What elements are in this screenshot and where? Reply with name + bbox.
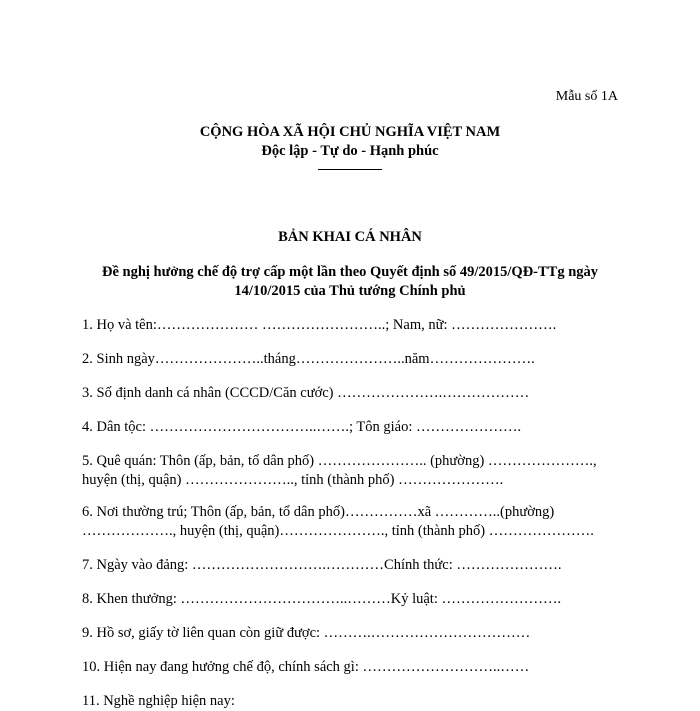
field-awards-discipline: 8. Khen thưởng: ……………………………..………Kỷ luật: ……………………. bbox=[82, 591, 562, 607]
field-documents-kept: 9. Hồ sơ, giấy tờ liên quan còn giữ được: ……….…………………………… bbox=[82, 625, 531, 641]
national-motto: Độc lập - Tự do - Hạnh phúc bbox=[261, 143, 439, 159]
field-full-name: 1. Họ và tên:………………… ……………………..; Nam, nữ: …………………. bbox=[82, 317, 557, 333]
document-title: BẢN KHAI CÁ NHÂN bbox=[278, 229, 422, 245]
field-residence-line-1: 6. Nơi thường trú; Thôn (ấp, bản, tổ dân phố)……………xã …………..(phường) bbox=[82, 504, 555, 520]
form-code: Mẫu số 1A bbox=[555, 89, 618, 104]
subtitle-line-1: Đề nghị hưởng chế độ trợ cấp một lần theo Quyết định số 49/2015/QĐ-TTg ngày bbox=[101, 264, 599, 280]
national-title: CỘNG HÒA XÃ HỘI CHỦ NGHĨA VIỆT NAM bbox=[199, 124, 501, 140]
field-residence-line-2: ………………., huyện (thị, quận)…………………., tỉnh (thành phố) …………………. bbox=[82, 523, 594, 539]
field-ethnicity-religion: 4. Dân tộc: ……………………………..…….; Tôn giáo: …………………. bbox=[82, 419, 522, 435]
document-subtitle bbox=[70, 263, 630, 301]
header-divider bbox=[318, 169, 382, 170]
field-birth-date: 2. Sinh ngày…………………..tháng…………………..năm…………………. bbox=[82, 351, 535, 367]
field-current-benefits: 10. Hiện nay đang hưởng chế độ, chính sách gì: ………………………..…… bbox=[82, 659, 530, 675]
field-party-admission: 7. Ngày vào đảng: ……………………….…………Chính thức: …………………. bbox=[82, 557, 562, 573]
field-id-number: 3. Số định danh cá nhân (CCCD/Căn cước) ………………….……………… bbox=[82, 385, 530, 401]
field-occupation: 11. Nghề nghiệp hiện nay: bbox=[82, 693, 235, 709]
field-hometown-line-1: 5. Quê quán: Thôn (ấp, bản, tổ dân phố) ………………….. (phường) …………………., bbox=[82, 453, 597, 469]
subtitle-line-2: 14/10/2015 của Thủ tướng Chính phủ bbox=[234, 283, 466, 299]
field-hometown-line-2: huyện (thị, quận) ………………….., tỉnh (thành phố) …………………. bbox=[82, 472, 504, 488]
